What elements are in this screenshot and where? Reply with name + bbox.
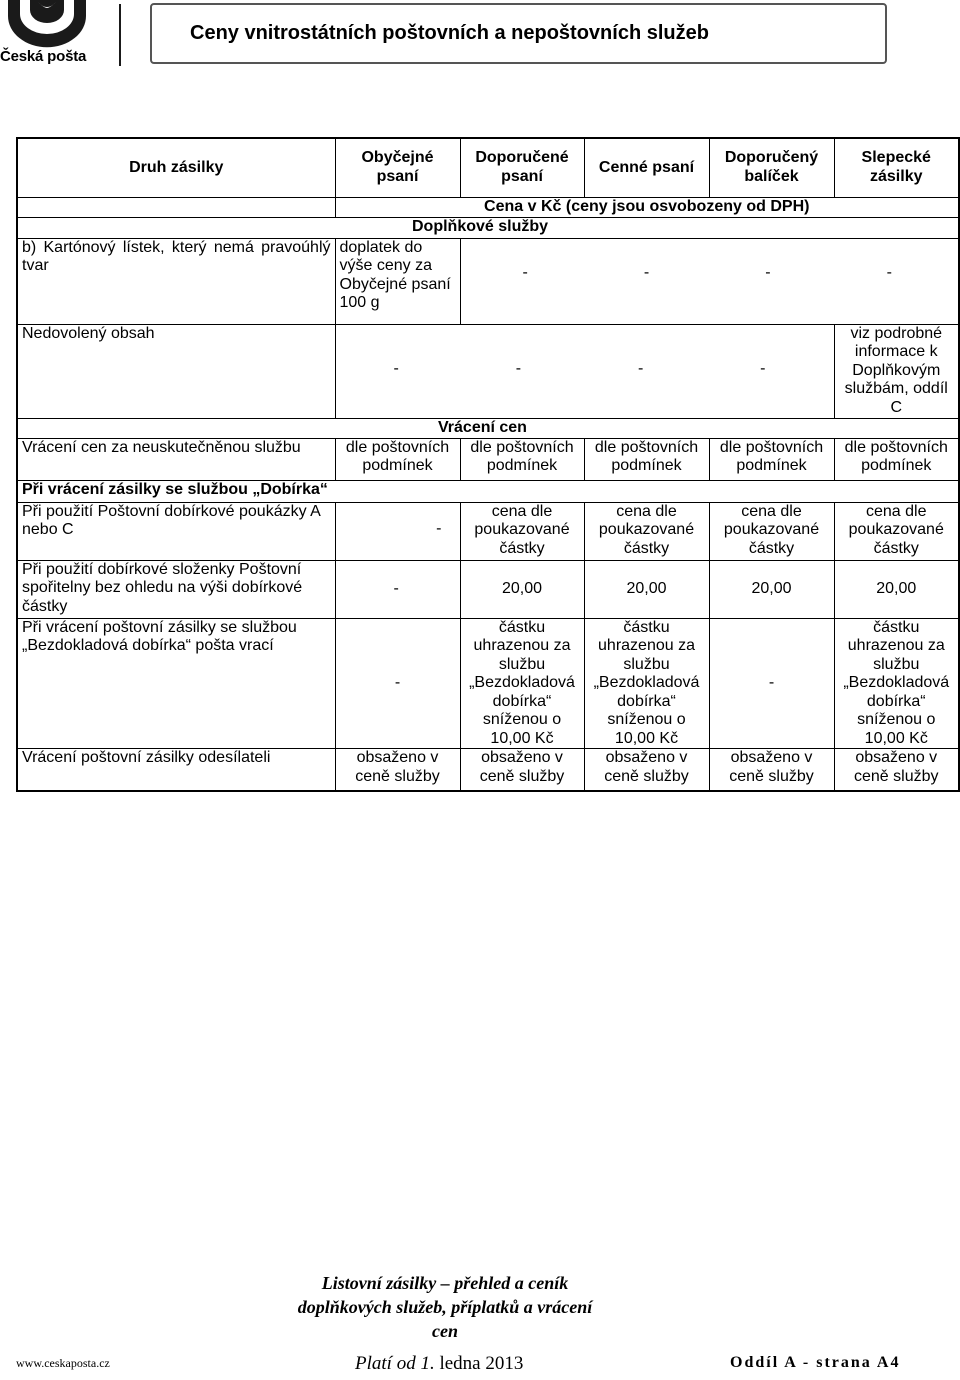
col-header-cenne: Cenné psaní — [584, 138, 709, 197]
price-table — [16, 137, 960, 792]
row-slozenka-doporucene: 20,00 — [460, 560, 584, 618]
row-slozenka-balicek: 20,00 — [709, 560, 834, 618]
row-odesilateli-doporucene: obsaženo v ceně služby — [460, 749, 584, 791]
row-bezdokladova-cenne: částku uhrazenou za službu „Bezdokladová dobírka“ sníženou o 10,00 Kč — [584, 618, 709, 749]
row-odesilateli-cenne: obsaženo v ceně služby — [584, 749, 709, 791]
footer-subtitle: Listovní zásilky – přehled a ceník doplňkových služeb, příplatků a vrácení cen — [297, 1273, 593, 1341]
row-odesilateli-label: Vrácení poštovní zásilky odesílateli — [17, 749, 335, 791]
row-poukazka-label: Při použití Poštovní dobírkové poukázky A nebo C — [17, 502, 335, 560]
row-bezdokladova-obycejne: - — [335, 618, 460, 749]
row-slozenka-cenne: 20,00 — [584, 560, 709, 618]
row-b-label: b) Kartónový lístek, který nemá pravoúhlý tvar — [17, 238, 335, 324]
col-header-obycejne: Obyčejné psaní — [335, 138, 460, 197]
row-vraceni-cenne: dle poštovních podmínek — [584, 438, 709, 480]
section-vraceni-cen: Vrácení cen — [17, 418, 959, 438]
row-vraceni-slepecke: dle poštovních podmínek — [834, 438, 959, 480]
row-vraceni-label: Vrácení cen za neuskutečněnou službu — [17, 438, 335, 480]
row-poukazka-doporucene: cena dle poukazované částky — [460, 502, 584, 560]
row-odesilateli-slepecke: obsaženo v ceně služby — [834, 749, 959, 791]
row-slozenka-obycejne: - — [335, 560, 460, 618]
row-bezdokladova-label: Při vrácení poštovní zásilky se službou „Bezdokladová dobírka“ pošta vrací — [17, 618, 335, 749]
row-odesilateli-obycejne: obsaženo v ceně služby — [335, 749, 460, 791]
col-header-balicek: Doporučený balíček — [709, 138, 834, 197]
row-vraceni-balicek: dle poštovních podmínek — [709, 438, 834, 480]
footer-url: www.ceskaposta.cz — [16, 1356, 110, 1370]
row-nedovoleny-dashes: - - - - — [335, 324, 834, 418]
row-vraceni-obycejne: dle poštovních podmínek — [335, 438, 460, 480]
logo-text: Česká pošta — [0, 48, 87, 65]
row-slozenka-label: Při použití dobírkové složenky Poštovní spořitelny bez ohledu na výši dobírkové částky — [17, 560, 335, 618]
footer-page-number: Oddíl A - strana A4 — [730, 1354, 901, 1371]
row-poukazka-slepecke: cena dle poukazované částky — [834, 502, 959, 560]
row-poukazka-obycejne: - — [335, 502, 460, 560]
row-bezdokladova-doporucene: částku uhrazenou za službu „Bezdokladová dobírka“ sníženou o 10,00 Kč — [460, 618, 584, 749]
col-header-doporucene: Doporučené psaní — [460, 138, 584, 197]
footer-valid-date: Platí od 1. ledna 2013 — [355, 1353, 524, 1374]
page-title-box — [150, 3, 887, 64]
row-slozenka-slepecke: 20,00 — [834, 560, 959, 618]
header-divider — [119, 4, 121, 66]
row-bezdokladova-balicek: - — [709, 618, 834, 749]
row-nedovoleny-label: Nedovolený obsah — [17, 324, 335, 418]
section-dobirka: Při vrácení zásilky se službou „Dobírka“ — [17, 480, 959, 502]
row-nedovoleny-slepecke: viz podrobné informace k Doplňkovým službám, oddíl C — [834, 324, 959, 418]
row-b-dashes: - - - - — [460, 238, 959, 324]
col-header-slepecke: Slepecké zásilky — [834, 138, 959, 197]
section-doplnkove-sluzby: Doplňkové služby — [17, 217, 959, 238]
row-vraceni-doporucene: dle poštovních podmínek — [460, 438, 584, 480]
row-b-obycejne: doplatek do výše ceny za Obyčejné psaní 100 g — [335, 238, 460, 324]
price-note: Cena v Kč (ceny jsou osvobozeny od DPH) — [335, 197, 959, 217]
col-header-type: Druh zásilky — [17, 138, 335, 197]
row-poukazka-cenne: cena dle poukazované částky — [584, 502, 709, 560]
row-poukazka-balicek: cena dle poukazované částky — [709, 502, 834, 560]
row-odesilateli-balicek: obsaženo v ceně služby — [709, 749, 834, 791]
row-bezdokladova-slepecke: částku uhrazenou za službu „Bezdokladová dobírka“ sníženou o 10,00 Kč — [834, 618, 959, 749]
page-title: Ceny vnitrostátních poštovních a nepoštovních služeb — [190, 22, 709, 44]
